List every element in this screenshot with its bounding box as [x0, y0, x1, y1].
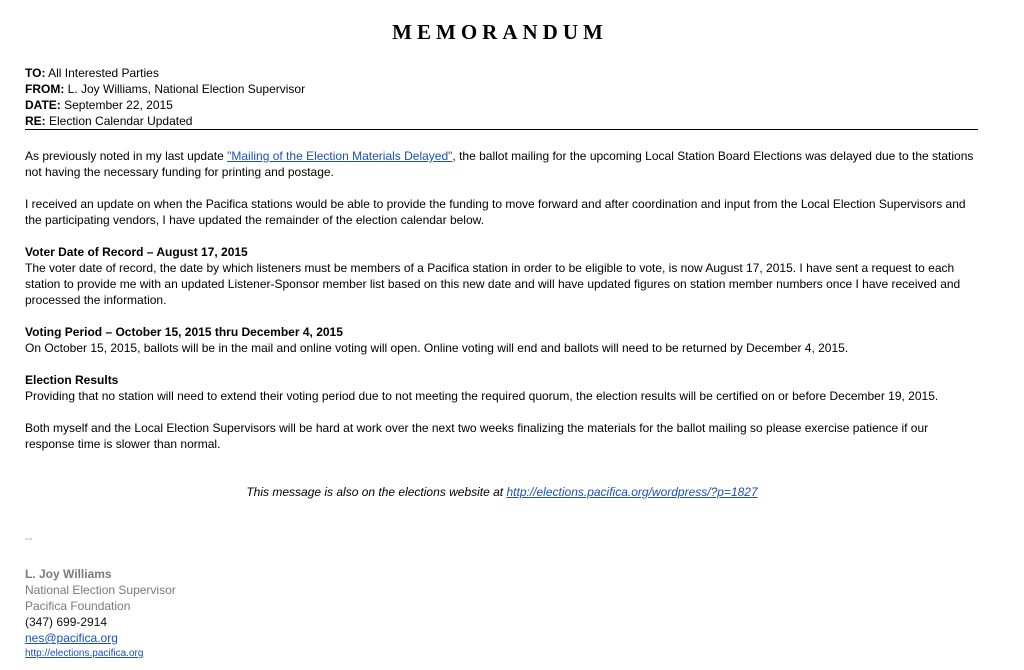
- website-note-text: This message is also on the elections website at: [246, 485, 507, 499]
- signature-email-link[interactable]: nes@pacifica.org: [25, 631, 118, 645]
- signature-org: Pacifica Foundation: [25, 599, 131, 613]
- voting-period-text: On October 15, 2015, ballots will be in the mail and online voting will open. Online voting will end and ballots will need to be returned by December 4, 2015.: [25, 341, 849, 355]
- date-label: DATE:: [25, 98, 61, 112]
- memo-body: [25, 148, 980, 468]
- voter-date-text: The voter date of record, the date by which listeners must be members of a Pacifica station in order to be eligible to vote, is now August 17, 2015. I have sent a request to each station to provide me with an updated Listener-Sponsor member list based on this new date and will have updated figures on station member numbers once I have received and processed the information.: [25, 261, 961, 307]
- election-results-heading: Election Results: [25, 373, 119, 387]
- from-value: L. Joy Williams, National Election Supervisor: [64, 82, 306, 96]
- website-note: [0, 485, 1004, 499]
- website-link[interactable]: http://elections.pacifica.org/wordpress/?p=1827: [506, 485, 758, 499]
- from-line: [25, 81, 305, 97]
- re-value: Election Calendar Updated: [45, 114, 193, 128]
- update-paragraph: I received an update on when the Pacifica stations would be able to provide the funding to move forward and after coordination and input from the Local Election Supervisors and the participating vendors, I have updated the remainder of the election calendar below.: [25, 197, 966, 227]
- intro-text-start: As previously noted in my last update: [25, 149, 228, 163]
- signature-phone: (347) 699-2914: [25, 615, 108, 629]
- to-line: [25, 65, 305, 81]
- signature-site-link[interactable]: http://elections.pacifica.org: [25, 648, 144, 659]
- voting-period-heading: Voting Period – October 15, 2015 thru December 4, 2015: [25, 325, 343, 339]
- date-line: [25, 97, 305, 113]
- to-label: TO:: [25, 66, 46, 80]
- signature-title: National Election Supervisor: [25, 583, 176, 597]
- from-label: FROM:: [25, 82, 65, 96]
- header-divider: [25, 129, 978, 130]
- election-results-text: Providing that no station will need to extend their voting period due to not meeting the required quorum, the election results will be certified on or before December 19, 2015.: [25, 389, 939, 403]
- intro-text-end: , the ballot mailing for the upcoming Local Station Board Elections was delayed due to the stations not having the necessary funding for printing and postage.: [25, 149, 974, 179]
- intro-paragraph: [25, 148, 980, 180]
- re-line: [25, 113, 305, 129]
- date-value: September 22, 2015: [60, 98, 173, 112]
- voter-date-heading: Voter Date of Record – August 17, 2015: [25, 245, 248, 259]
- re-label: RE:: [25, 114, 46, 128]
- closing-paragraph: Both myself and the Local Election Supervisors will be hard at work over the next two weeks finalizing the materials for the ballot mailing so please exercise patience if our response time is slower than normal.: [25, 421, 929, 451]
- memo-title: MEMORANDUM: [392, 20, 608, 44]
- memo-header: [25, 65, 305, 129]
- signature-block: [25, 566, 176, 662]
- signature-separator: --: [25, 533, 33, 545]
- to-value: All Interested Parties: [45, 66, 159, 80]
- signature-name: L. Joy Williams: [25, 567, 112, 581]
- mailing-delayed-link[interactable]: "Mailing of the Election Materials Delayed": [227, 149, 453, 163]
